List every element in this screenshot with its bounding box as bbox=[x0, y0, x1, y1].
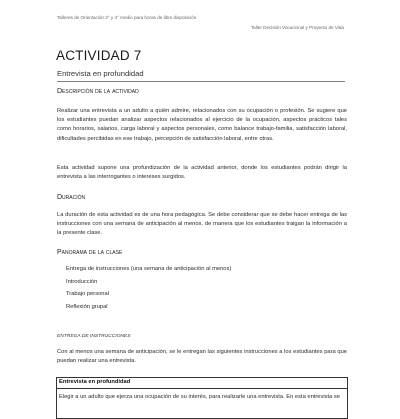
panorama-list bbox=[66, 263, 231, 313]
descripcion-paragraph-2: Esta actividad supone una profundización de la actividad anterior, donde los estudiantes podrán dirigir la entrevista a las interrogantes o intereses surgidos. bbox=[57, 165, 347, 181]
descripcion-paragraph-1: Realizar una entrevista a un adulto a quién admire, relacionados con su ocupación o profesión. Se sugiere que los estudiantes puedan analizar aspectos relacionados al ejercicio de la ocupación, aspectos prácticos tales como horarios, salarios, carga laboral y aspectos personales, como balance trabajo-familia, satisfacción laboral, dificultades percibidas en ese trabajo, percepción de satisfacción laboral, entre otras. bbox=[57, 108, 347, 142]
title-divider bbox=[57, 81, 345, 82]
panorama-item: Introducción bbox=[66, 278, 98, 285]
entrega-heading: ENTREGA DE INSTRUCCIONES bbox=[57, 334, 131, 339]
activity-subtitle: Entrevista en profundidad bbox=[57, 69, 144, 78]
running-header-right: Taller Decisión Vocacional y Proyecto de Vida bbox=[250, 25, 344, 30]
duracion-paragraph: La duración de esta actividad es de una hora pedagógica. Se debe considerar que se debe hacer entrega de las instrucciones con una semana de anticipación al menos, de manera que los estudiantes traigan la información a la presente clase. bbox=[57, 212, 347, 237]
instruction-box-divider bbox=[57, 388, 347, 389]
instruction-box-title: Entrevista en profundidad bbox=[59, 379, 131, 385]
panorama-heading: Panorama de la clase bbox=[57, 249, 123, 256]
instruction-box bbox=[56, 377, 348, 419]
instruction-box-text: Elegir a un adulto que ejerza una ocupación de su interés, para realizarle una entrevista. En esta entrevista se bbox=[59, 394, 340, 400]
panorama-item: Reflexión grupal bbox=[66, 303, 108, 310]
activity-title: ACTIVIDAD 7 bbox=[56, 48, 142, 63]
duracion-heading: Duración bbox=[57, 194, 86, 201]
entrega-paragraph: Con al menos una semana de anticipación, se le entregan las siguientes instrucciones a los estudiantes para que puedan realizar una entrevista. bbox=[57, 349, 347, 365]
panorama-item: Entrega de instrucciones (una semana de anticipación al menos) bbox=[66, 266, 232, 272]
panorama-item: Trabajo personal bbox=[66, 291, 109, 298]
descripcion-heading: Descripción de la actividad bbox=[57, 88, 139, 95]
running-header-left: Talleres de Orientación 3° y 4° medio para horas de libre disposición bbox=[57, 15, 197, 20]
